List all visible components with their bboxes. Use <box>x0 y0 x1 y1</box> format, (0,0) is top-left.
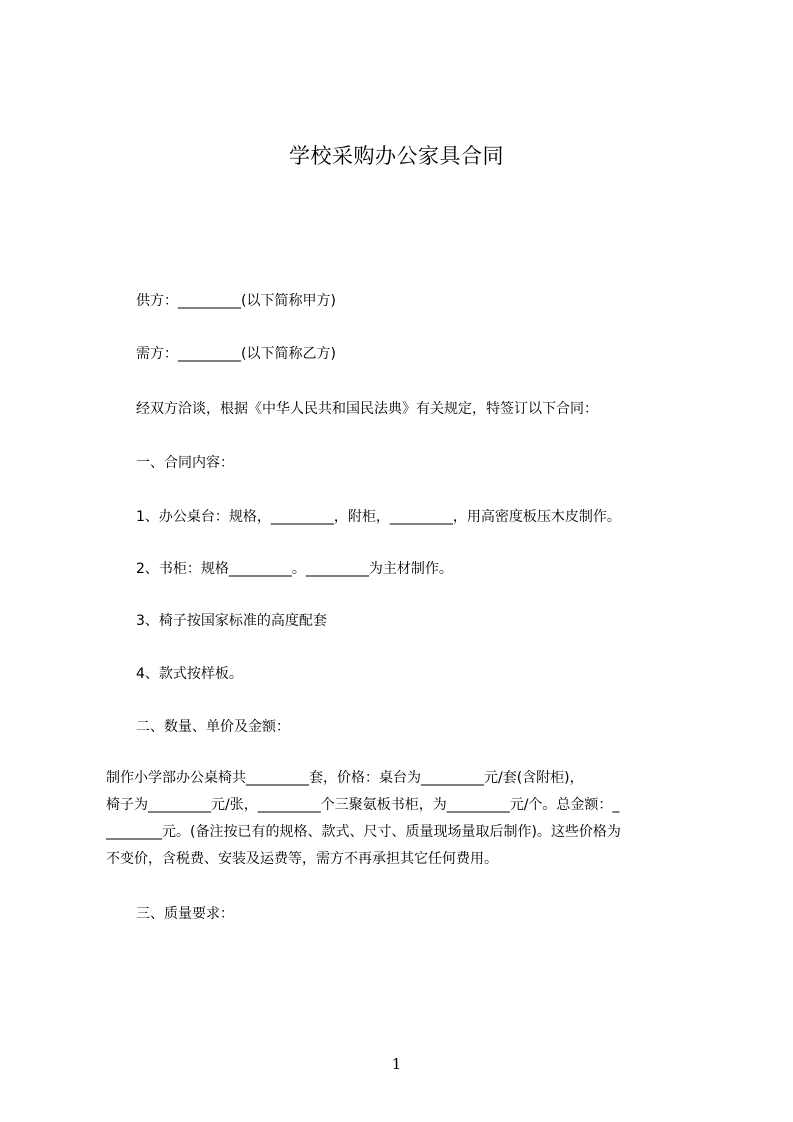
list-item-desk: 1、办公桌台：规格，_________，附柜，_________，用高密度板压木皮制作。 <box>136 509 621 525</box>
list-item-style: 4、款式按样板。 <box>136 666 243 682</box>
page-number: 1 <box>391 1055 402 1073</box>
paragraph-line: ________元。(备注按已有的规格、款式、尺寸、质量现场量取后制作)。这些价格为 <box>106 824 621 840</box>
section-heading-quality: 三、质量要求： <box>136 906 234 922</box>
intro-line: 经双方洽谈，根据《中华人民共和国民法典》有关规定，特签订以下合同： <box>136 401 598 417</box>
section-heading-contract-content: 一、合同内容： <box>136 455 234 471</box>
list-item-bookcase: 2、书柜：规格_________。_________为主材制作。 <box>136 561 453 577</box>
quantity-price-paragraph <box>106 765 698 873</box>
buyer-line: 需方：_________(以下简称乙方) <box>136 346 336 362</box>
supplier-line: 供方：_________(以下简称甲方) <box>136 293 336 309</box>
section-heading-quantity-price: 二、数量、单价及金额： <box>136 719 290 735</box>
document-title: 学校采购办公家具合同 <box>289 144 504 168</box>
list-item-chair: 3、椅子按国家标准的高度配套 <box>136 613 327 629</box>
paragraph-line: 制作小学部办公桌椅共_________套，价格：桌台为_________元/套(含附柜)， <box>106 770 584 786</box>
paragraph-line: 不变价，含税费、安装及运费等，需方不再承担其它任何费用。 <box>106 851 498 867</box>
paragraph-line: 椅子为_________元/张，_________个三聚氨板书柜，为_________元/个。总金额：_ <box>106 797 620 813</box>
